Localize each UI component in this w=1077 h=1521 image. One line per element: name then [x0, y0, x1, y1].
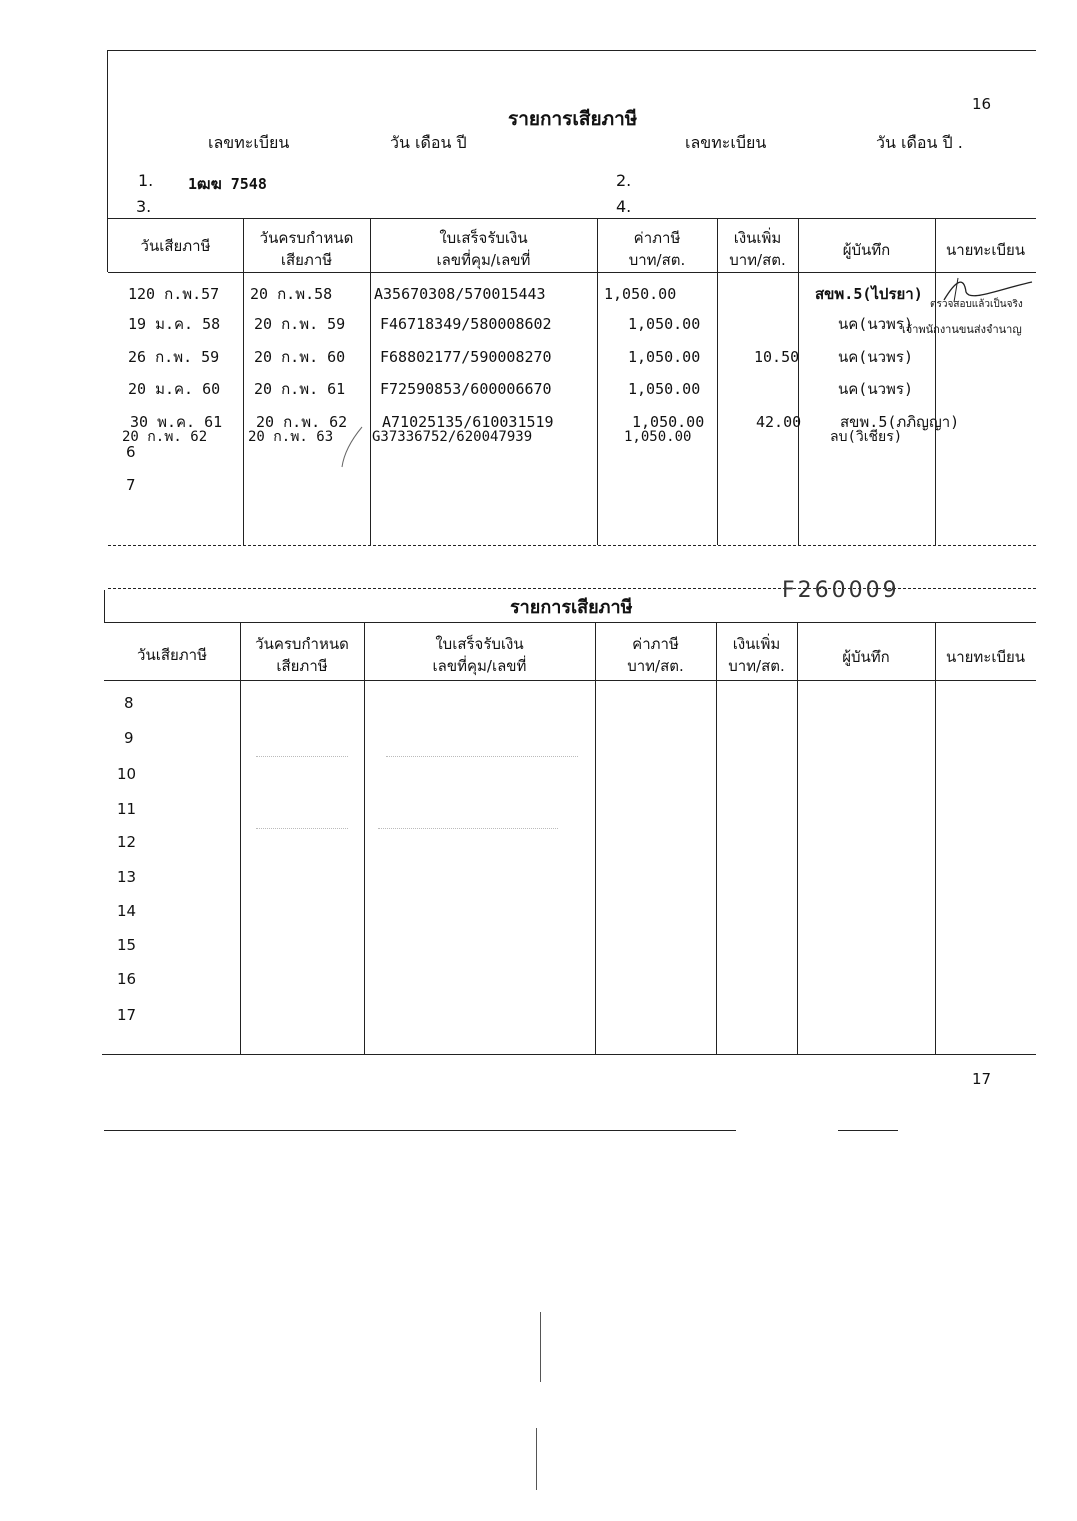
table1-bottom-border — [108, 545, 1036, 546]
t1-row2-recorder: นค(นวพร) — [838, 315, 913, 333]
bottom-rule — [104, 1130, 736, 1131]
t1-header-tax-a: ค่าภาษี — [633, 229, 681, 247]
stray-mark — [540, 1312, 541, 1382]
t1-header-paid: วันเสียภาษี — [140, 237, 211, 255]
t1-row4-tax: 1,050.00 — [628, 380, 701, 398]
t1-header-tax-b: บาท/สต. — [628, 251, 686, 269]
t2-header-receipt-a: ใบเสร็จรับเงิน — [435, 635, 524, 653]
ghost-mark — [256, 756, 348, 757]
t2-row-number: 8 — [124, 694, 134, 712]
table2-col-line — [595, 622, 596, 1054]
t1-row2-tax: 1,050.00 — [628, 315, 701, 333]
t1-row5-due: 20 ก.พ. 62 — [256, 413, 348, 431]
table2-col-line — [240, 622, 241, 1054]
t1-row6-tax: 1,050.00 — [624, 429, 692, 445]
page-number-bottom: 17 — [972, 1070, 992, 1088]
t2-row-number: 10 — [117, 765, 137, 783]
date-label-1: วัน เดือน ปี — [390, 133, 467, 152]
t1-row1-due: 20 ก.พ.58 — [250, 285, 333, 303]
t2-row-number: 17 — [117, 1006, 137, 1024]
t2-header-paid: วันเสียภาษี — [137, 646, 207, 664]
section1-top-border — [108, 50, 1036, 51]
date-label-2: วัน เดือน ปี . — [876, 133, 963, 152]
t1-header-due-a: วันครบกำหนด — [259, 229, 354, 247]
table2-top-border — [104, 622, 1036, 623]
t1-header-due-b: เสียภาษี — [280, 251, 333, 269]
t1-row5-receipt: A71025135/610031519 — [382, 413, 554, 431]
t1-row3-receipt: F68802177/590008270 — [380, 348, 552, 366]
entry-4-number: 4. — [616, 197, 632, 216]
t1-row3-paid: 26 ก.พ. 59 — [128, 348, 220, 366]
t1-row5-tax: 1,050.00 — [632, 413, 705, 431]
t2-row-number: 13 — [117, 868, 137, 886]
table1-col-line — [935, 218, 936, 545]
t1-row-number: 6 — [126, 443, 136, 461]
table2-header-bottom — [104, 680, 1036, 681]
t1-row5-recorder: สขพ.5(ภภิญญา) — [840, 413, 960, 431]
t1-row3-due: 20 ก.พ. 60 — [254, 348, 346, 366]
entry-3-number: 3. — [136, 197, 152, 216]
t1-row1-tax: 1,050.00 — [604, 285, 677, 303]
t1-row-number: 7 — [126, 476, 136, 494]
entry-1-number: 1. — [138, 171, 154, 190]
bottom-rule — [838, 1130, 898, 1131]
t1-row4-paid: 20 ม.ค. 60 — [128, 380, 221, 398]
t1-row2-due: 20 ก.พ. 59 — [254, 315, 346, 333]
t1-row6-paid: 20 ก.พ. 62 — [122, 429, 208, 445]
t1-row6-recorder: ลบ(วิเชียร) — [830, 429, 903, 445]
table2-col-line — [797, 622, 798, 1054]
stray-mark — [536, 1428, 537, 1490]
ghost-mark — [386, 756, 578, 757]
t2-row-number: 9 — [124, 729, 134, 747]
t2-row-number: 11 — [117, 800, 137, 818]
t2-header-due-a: วันครบกำหนด — [255, 635, 349, 653]
t1-row2-paid: 19 ม.ค. 58 — [128, 315, 221, 333]
t1-header-surcharge-a: เงินเพิ่ม — [733, 229, 782, 247]
t1-row2-receipt: F46718349/580008602 — [380, 315, 552, 333]
pen-stroke — [336, 425, 366, 470]
t2-header-tax-a: ค่าภาษี — [632, 635, 679, 653]
page-number-top: 16 — [972, 95, 992, 113]
t1-row2-registrar: เจ้าพนักงานขนส่งจำนาญ — [902, 323, 1022, 336]
reg-label-2: เลขทะเบียน — [685, 133, 767, 152]
t2-row-number: 16 — [117, 970, 137, 988]
reg-label-1: เลขทะเบียน — [208, 133, 290, 152]
t1-row6-due: 20 ก.พ. 63 — [248, 429, 334, 445]
t1-header-registrar: นายทะเบียน — [945, 241, 1026, 259]
ghost-mark — [256, 828, 348, 829]
t2-header-receipt-b: เลขที่คุม/เลขที่ — [432, 657, 527, 675]
t2-row-number: 15 — [117, 936, 137, 954]
t2-header-surcharge-a: เงินเพิ่ม — [732, 635, 781, 653]
entry-1-value: 1ฒฆ 7548 — [188, 175, 267, 193]
t1-row4-receipt: F72590853/600006670 — [380, 380, 552, 398]
table2-col-line — [364, 622, 365, 1054]
t1-row5-surcharge: 42.00 — [756, 413, 802, 431]
table1-col-line — [798, 218, 799, 545]
t1-row1-recorder: สขพ.5(ไปรยา) — [815, 285, 923, 303]
t1-header-receipt-a: ใบเสร็จรับเงิน — [439, 229, 528, 247]
t1-row3-surcharge: 10.50 — [754, 348, 800, 366]
table1-top-border — [108, 218, 1036, 219]
section2-title: รายการเสียภาษี — [510, 597, 633, 618]
table2-left-tick — [104, 590, 105, 622]
t2-header-tax-b: บาท/สต. — [627, 657, 684, 675]
t1-header-surcharge-b: บาท/สต. — [729, 251, 786, 269]
t1-row1-paid: 120 ก.พ.57 — [128, 285, 220, 303]
section1-title: รายการเสียภาษี — [508, 108, 638, 130]
t2-row-number: 14 — [117, 902, 137, 920]
t1-row4-due: 20 ก.พ. 61 — [254, 380, 346, 398]
ghost-mark — [378, 828, 558, 829]
table1-header-bottom — [108, 272, 1036, 273]
t1-row1-receipt: A35670308/570015443 — [374, 285, 546, 303]
t2-header-surcharge-b: บาท/สต. — [728, 657, 785, 675]
t1-row3-tax: 1,050.00 — [628, 348, 701, 366]
t1-row4-recorder: นค(นวพร) — [838, 380, 913, 398]
table2-col-line — [935, 622, 936, 1054]
t1-row6-receipt: G37336752/620047939 — [372, 429, 533, 445]
t2-header-due-b: เสียภาษี — [276, 657, 328, 675]
registrar-note: ตรวจสอบแล้วเป็นจริง — [930, 299, 1023, 310]
entry-2-number: 2. — [616, 171, 632, 190]
t1-row5-paid: 30 พ.ค. 61 — [130, 413, 223, 431]
t2-header-recorder: ผู้บันทึก — [842, 648, 890, 666]
t2-header-registrar: นายทะเบียน — [945, 648, 1026, 666]
t1-header-receipt-b: เลขที่คุม/เลขที่ — [436, 251, 531, 269]
table2-bottom-border — [102, 1054, 1036, 1055]
section2-stamp-text: F260009 — [782, 578, 900, 603]
table2-col-line — [716, 622, 717, 1054]
t2-row-number: 12 — [117, 833, 137, 851]
t1-header-recorder: ผู้บันทึก — [842, 241, 891, 259]
t1-row3-recorder: นค(นวพร) — [838, 348, 913, 366]
